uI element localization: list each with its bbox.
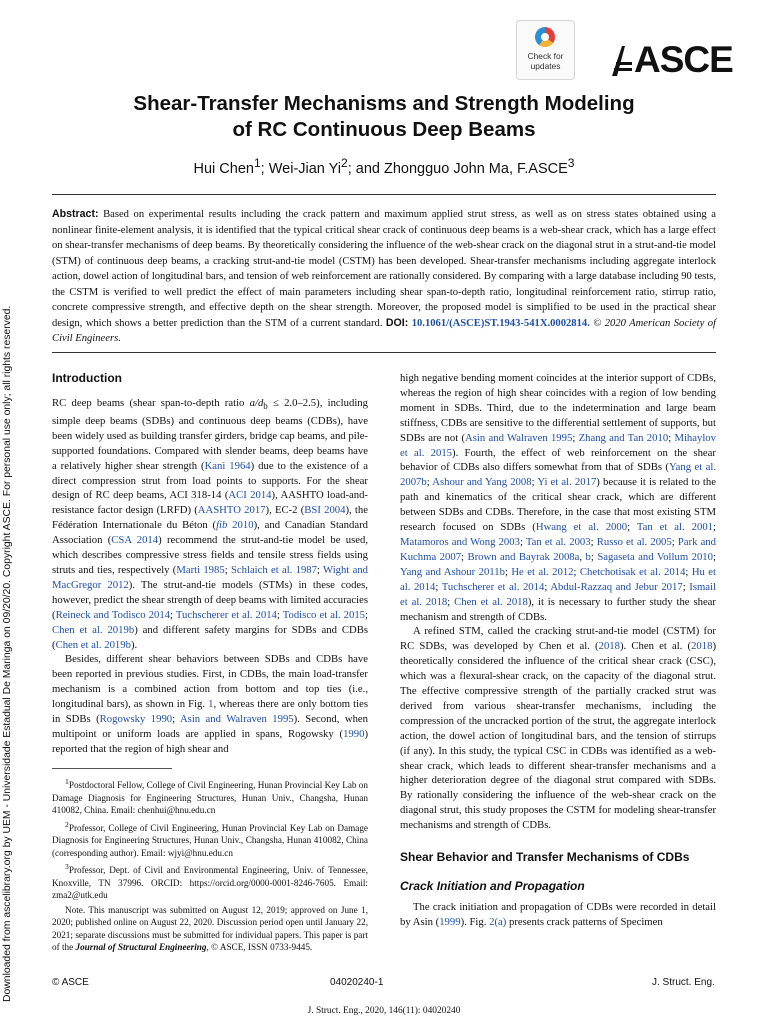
citation-link[interactable]: Sagaseta and Vollum 2010 <box>597 550 713 563</box>
footer-page-id: 04020240-1 <box>330 977 384 988</box>
text-run: ). Second, when multipoint or uniform loads are applied in spans, Rogowsky ( <box>52 713 369 740</box>
citation-link[interactable]: Todisco et al. 2015 <box>282 608 366 621</box>
citation-link[interactable]: CSA 2014 <box>111 534 159 547</box>
download-notice <box>0 182 20 1002</box>
text-run: ; <box>590 535 597 548</box>
footer-publisher: © ASCE <box>52 977 89 988</box>
text-run: ). Chen et al. ( <box>619 640 692 653</box>
text-run: ; <box>682 580 690 593</box>
text-run: ≤ 2.0–2.5), including simple deep beams (SDBs) and continuous deep beams (CDBs), have been widely used as building transfer girders, bridge cap beams, and pile-supported foundations. Compared with slender beams, deep beams have a relatively higher shear strength ( <box>52 396 368 472</box>
footnote-2 <box>52 819 368 860</box>
check-for-updates-button[interactable] <box>516 20 575 80</box>
text-run: Besides, different shear behaviors between SDBs and CDBs have been reported in previous studies. First, in CDBs, the main load-transfer mechanism is a combined action from bottom and top ties (i.e., longitudinal bars), as shown in Fig. <box>52 653 368 711</box>
citation-link[interactable]: Zhang and Tan 2010 <box>578 431 669 444</box>
asce-logo-icon <box>610 46 634 76</box>
citation-link[interactable]: Chetchotisak et al. 2014 <box>579 565 686 578</box>
citation-link[interactable]: Ashour and Yang 2008 <box>432 476 532 489</box>
text-run: ; <box>572 431 579 444</box>
text-run: ; <box>461 550 468 563</box>
citation-link[interactable]: Ismail et al. 2018 <box>400 580 716 608</box>
citation-link[interactable]: Hu et al. 2014 <box>400 565 716 593</box>
text-run: ; <box>504 565 512 578</box>
left-column <box>52 371 368 757</box>
right-column <box>400 371 716 930</box>
footnote-text: Postdoctoral Fellow, College of Civil Engineering, Hunan Provincial Key Lab on Damage Diagnosis for Engineering Structures, Hunan Univ., Changsha, Hunan 410082, China. Email: chenhui@hnu.edu.cn <box>52 780 368 816</box>
citation-link[interactable]: Chen et al. 2019b <box>55 638 131 651</box>
intro-paragraph-2 <box>52 652 368 756</box>
text-run: ) theoretically considered the influence of the critical shear crack (CSC), which was a flexural-shear crack, on the capacity of the diagonal strut. The effective compressive strength of the partially cracked strut was derived from various shear-transfer mechanisms, including the compression of the uncracked portion of the strut, the aggregate interlock action, the dowel action of longitudinal bars, and the tension of stirrups (if any). In this study, the typical CSC in CDBs was identified as a web-shear crack, which leads to different shear-transfer mechanisms and a higher deterioration degree of the diagonal strut compared with SDBs. By rationally considering the influence of the web-shear crack on the diagonal strut, this study proposes the CSTM for modeling shear-transfer mechanisms and strength of CDBs. <box>400 640 716 832</box>
text-run: ). <box>130 638 138 651</box>
author-separator: ; <box>260 160 269 177</box>
footnote-text: Professor, College of Civil Engineering, Hunan Provincial Key Lab on Damage Diagnosis for Engineering Structures, Hunan Univ., Changsha, Hunan 410082, China (corresponding author). Email: wjyi@hnu.edu.cn <box>52 822 368 858</box>
text-run: ), it is necessary to further study the shear mechanism and strength of CDBs. <box>400 595 716 623</box>
journal-name: Journal of Structural Engineering <box>75 942 207 953</box>
citation-link[interactable]: BSI 2004 <box>304 504 346 517</box>
doi-label: DOI: <box>385 316 409 329</box>
intro-paragraph-1 <box>52 396 368 653</box>
text-run: ; <box>426 476 433 489</box>
citation-link[interactable]: Reineck and Todisco 2014 <box>55 608 171 621</box>
citation-link[interactable]: Matamoros and Wong 2003 <box>400 535 520 548</box>
subscript: b <box>263 401 268 412</box>
citation-link[interactable]: Abdul-Razzaq and Jebur 2017 <box>550 580 683 593</box>
author-2: Wei-Jian Yi <box>268 160 341 177</box>
abstract-bottom-rule <box>52 352 716 353</box>
citation-link[interactable]: ACI 2014 <box>228 489 272 502</box>
badge-line2: updates <box>530 61 561 71</box>
citation-link[interactable]: Tuchscherer et al. 2014 <box>175 608 277 621</box>
citation-link[interactable]: Russo et al. 2005 <box>596 535 672 548</box>
text-run: ; <box>668 431 675 444</box>
text-run: ; <box>447 595 455 608</box>
citation-link[interactable]: Wight and MacGregor 2012 <box>52 564 369 591</box>
citation-link[interactable]: Asin and Walraven 1995 <box>179 713 294 726</box>
abstract-top-rule <box>52 194 716 195</box>
citation-link[interactable]: Yi et al. 2017 <box>537 476 597 489</box>
citation-link[interactable]: fib <box>216 519 228 532</box>
doi-link[interactable]: 10.1061/(ASCE)ST.1943-541X.0002814. <box>411 317 590 329</box>
citation-link[interactable]: Mihaylov et al. 2015 <box>400 431 716 459</box>
text-run: ). Fig. <box>460 915 490 928</box>
title-line-2: of RC Continuous Deep Beams <box>232 118 536 141</box>
text-run: ), the Fédération Internationale du Béton ( <box>52 504 368 532</box>
text-run: ; <box>172 713 180 726</box>
citation-link[interactable]: Brown and Bayrak 2008a <box>467 550 580 563</box>
citation-link[interactable]: Park and Kuchma 2007 <box>400 535 716 563</box>
citation-link[interactable]: Tuchscherer et al. 2014 <box>441 580 545 593</box>
citation-link[interactable]: Tan et al. 2003 <box>525 535 591 548</box>
copyright-text: © 2020 American Society of Civil Engineers. <box>52 317 716 344</box>
text-run: a/d <box>249 396 264 409</box>
text-run: ; <box>685 565 692 578</box>
asce-logo <box>610 39 733 82</box>
right-paragraph-3 <box>400 900 716 930</box>
footnote-1 <box>52 776 368 817</box>
citation-link[interactable]: He et al. 2012 <box>511 565 574 578</box>
text-run: ; <box>713 521 717 534</box>
title-line-1: Shear-Transfer Mechanisms and Strength Modeling <box>133 92 635 115</box>
citation-link[interactable]: Hwang et al. 2000 <box>535 521 628 534</box>
citation-link[interactable]: Schlaich et al. 1987 <box>230 564 317 577</box>
citation-link[interactable]: 1 <box>208 698 214 711</box>
abstract-label: Abstract: <box>52 208 99 220</box>
text-run: , <box>579 550 586 563</box>
author-3-affil: 3 <box>567 156 575 170</box>
text-run: ; <box>590 550 598 563</box>
text-run: ) because it is related to the path and kinematics of the critical shear crack, which are different between SDBs and CDBs. Therefore, in the case that most existing STM research focused on SDBs ( <box>400 476 716 534</box>
citation-link[interactable]: 2018 <box>598 640 620 653</box>
text-run: ; <box>224 564 231 577</box>
text-run: The crack initiation and propagation of CDBs were recorded in detail by Asin ( <box>400 900 716 928</box>
text-run: ; <box>170 608 176 621</box>
author-1: Hui Chen <box>193 160 254 177</box>
citation-link[interactable]: b <box>585 550 591 563</box>
paper-title <box>40 91 728 143</box>
citation-link[interactable]: Tan et al. 2001 <box>636 521 714 534</box>
check-for-updates-icon <box>535 27 555 47</box>
text-run: ), AASHTO load-and-resistance factor design (LRFD) ( <box>52 489 368 517</box>
right-paragraph-1 <box>400 371 716 624</box>
text-run: ; <box>435 580 442 593</box>
text-run: RC deep beams (shear span-to-depth ratio <box>52 396 250 409</box>
note-text: Note. This manuscript was submitted on August 12, 2019; approved on June 1, 2020; published online on August 22, 2020. Discussion period open until January 22, 2021; separate discussions must be submitted for individual papers. This paper is part of the <box>52 904 368 953</box>
citation-link[interactable]: 2018 <box>691 640 713 653</box>
footnote-3 <box>52 861 368 902</box>
text-run: ). Fourth, the effect of web reinforcement on the shear behavior of CDBs also differs somewhat from that of SDBs ( <box>400 446 716 474</box>
note-end: , © ASCE, ISSN 0733-9445. <box>206 942 313 953</box>
section-heading-shear-behavior: Shear Behavior and Transfer Mechanisms of CDBs <box>400 850 690 865</box>
text-run: presents crack patterns of Specimen <box>506 915 663 928</box>
subsection-heading-crack-initiation: Crack Initiation and Propagation <box>400 879 585 893</box>
text-run: ; <box>573 565 580 578</box>
text-run: , whereas there are only bottom ties in SDBs ( <box>52 698 368 726</box>
citation-link[interactable]: AASHTO 2017 <box>197 504 266 517</box>
text-run: high negative bending moment coincides at the interior support of CDBs, whereas the region of high shear coincides with a region of low bending moment in SDBs. Third, due to the indetermination and large beam stiffness, CDBs are sensitive to the differential settlement of supports, but SDBs are not ( <box>400 372 716 444</box>
citation-link[interactable]: Chen et al. 2018 <box>454 595 528 608</box>
footnote-marker: 3 <box>65 862 69 872</box>
citation-link[interactable]: Yang et al. 2007b <box>400 461 716 489</box>
footer-journal: J. Struct. Eng. <box>652 977 715 988</box>
citation-link[interactable]: Chen et al. 2019b <box>52 623 135 636</box>
author-1-affil: 1 <box>253 156 261 170</box>
text-run: ; <box>519 535 526 548</box>
text-run: ; <box>671 535 678 548</box>
author-list <box>40 156 728 177</box>
abstract <box>52 207 716 347</box>
citation-link[interactable]: 1999 <box>439 915 461 928</box>
text-run: ), and Canadian Standard Association ( <box>52 519 369 547</box>
download-notice-text: Downloaded from ascelibrary.org by UEM - Universidade Estadual De Maringa on 09/20/20. Copyright ASCE. For personal use only; all rights reserved. <box>2 305 13 1002</box>
text-run: ; <box>712 550 716 563</box>
text-run: ; <box>365 608 368 621</box>
citation-link[interactable]: 2(a) <box>489 915 507 928</box>
footnote-rule <box>52 768 172 769</box>
citation-link[interactable]: Marti 1985 <box>176 564 225 577</box>
text-run: ; <box>276 608 283 621</box>
text-run: ). The strut-and-tie models (STMs) in these codes, however, predict the shear strength of deep beams with limited accuracies ( <box>52 578 368 621</box>
text-run: ) and different safety margins for SDBs and CDBs ( <box>52 623 368 651</box>
text-run: ; <box>316 564 324 577</box>
author-separator: ; and <box>347 160 384 177</box>
submission-note <box>52 904 368 954</box>
footnote-marker: 1 <box>65 777 69 786</box>
citation-line: J. Struct. Eng., 2020, 146(11): 04020240 <box>307 1006 461 1016</box>
footnotes <box>52 776 368 956</box>
text-run: A refined STM, called the cracking strut-and-tie model (CSTM) for RC SDBs, was developed by Chen et al. ( <box>400 625 716 653</box>
text-run: ; <box>531 476 538 489</box>
citation-link[interactable]: Yang and Ashour 2011b <box>400 565 505 578</box>
footnote-text: Professor, Dept. of Civil and Environmental Engineering, Univ. of Tennessee, Knoxville, TN 37996. ORCID: https://orcid.org/0000-0001-8246-7605. Email: zma2@utk.edu <box>52 865 368 901</box>
abstract-text: Based on experimental results including the crack pattern and maximum applied strut stress, as well as on stress states obtained using a nonlinear finite-element analysis, it is identified that the typical critical shear crack of continuous deep beams is a web-shear crack, which has a large effect on shear-transfer mechanisms of deep beams. By theoretically considering the influence of the web-shear crack on the diagonal strut in a strut-and-tie model (STM) of continuous deep beams, a cracking strut-and-tie model (CSTM) has been developed. Shear-transfer mechanisms including aggregate interlock action, dowel action of longitudinal bars, and tension of web reinforcement are rationally considered. By comparing with a large database including 90 tests, the CSTM is verified to well predict the effect of main parameters including shear span-to-depth ratio, longitudinal reinforcement ratio, stirrup ratio, concrete compressive strength, and effective depth on the shear strength. Moreover, the proposed model is simplified to be used in the practical shear design, which shows a better prediction than the STM of a current standard. <box>52 209 716 329</box>
citation-link[interactable]: Kani 1964 <box>204 459 251 472</box>
right-paragraph-2 <box>400 624 716 833</box>
text-run: ) due to the existence of a direct compression strut from load points to supports. For the shear design of RC deep beams, ACI 318-14 ( <box>52 459 368 502</box>
badge-line1: Check for <box>527 51 564 61</box>
author-2-affil: 2 <box>341 156 348 170</box>
text-run: ), EC-2 ( <box>265 504 305 517</box>
asce-logo-text: ASCE <box>634 39 733 80</box>
citation-link[interactable]: 2010 <box>227 519 254 532</box>
text-run: ; <box>627 521 637 534</box>
citation-link[interactable]: Rogowsky 1990 <box>99 713 173 726</box>
citation-link[interactable]: 1990 <box>343 727 365 740</box>
author-3: Zhongguo John Ma, F.ASCE <box>384 160 568 177</box>
text-run: ) recommend the strut-and-tie model be used, which describes compressive stress fields and tensile stress fields using struts and ties, respectively ( <box>52 534 369 577</box>
introduction-heading: Introduction <box>52 371 122 385</box>
text-run: ) reported that the region of high shear and <box>52 727 368 755</box>
text-run: ; <box>544 580 551 593</box>
citation-link[interactable]: Asin and Walraven 1995 <box>465 431 573 444</box>
footnote-marker: 2 <box>65 819 69 829</box>
